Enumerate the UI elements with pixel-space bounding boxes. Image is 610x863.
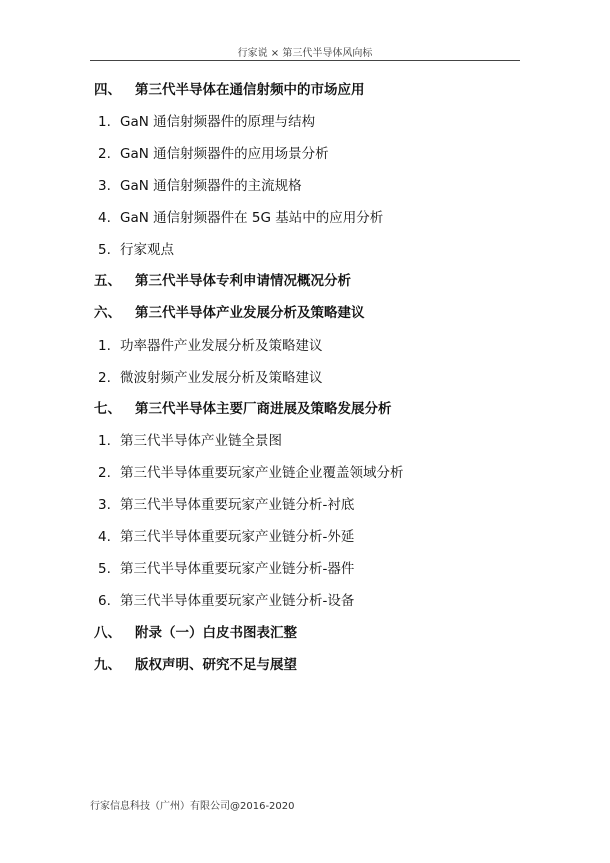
toc-item[interactable] xyxy=(98,431,282,451)
toc-number: 2. xyxy=(98,465,111,481)
toc-section-5[interactable] xyxy=(94,271,351,291)
toc-text: GaN 通信射频器件的主流规格 xyxy=(120,178,302,194)
toc-text: 第三代半导体重要玩家产业链分析-设备 xyxy=(120,593,355,609)
toc-number: 2. xyxy=(98,370,111,386)
toc-section-8[interactable] xyxy=(94,623,297,643)
toc-number: 3. xyxy=(98,497,111,513)
toc-text: GaN 通信射频器件的应用场景分析 xyxy=(120,146,329,162)
toc-item[interactable] xyxy=(98,144,329,164)
toc-section-4[interactable] xyxy=(94,80,365,100)
toc-number: 1. xyxy=(98,338,111,354)
page-footer: 行家信息科技（广州）有限公司@2016-2020 xyxy=(90,801,295,812)
toc-text: 第三代半导体主要厂商进展及策略发展分析 xyxy=(135,401,392,417)
toc-text: 第三代半导体重要玩家产业链企业覆盖领域分析 xyxy=(120,465,404,481)
toc-item[interactable] xyxy=(98,336,323,356)
toc-number: 九、 xyxy=(94,657,121,673)
toc-text: 第三代半导体产业发展分析及策略建议 xyxy=(135,305,365,321)
toc-text: 第三代半导体重要玩家产业链分析-衬底 xyxy=(120,497,355,513)
toc-text: GaN 通信射频器件在 5G 基站中的应用分析 xyxy=(120,210,384,226)
toc-item[interactable] xyxy=(98,463,404,483)
toc-section-6[interactable] xyxy=(94,303,365,323)
toc-number: 五、 xyxy=(94,273,121,289)
toc-item[interactable] xyxy=(98,112,315,132)
toc-number: 5. xyxy=(98,561,111,577)
toc-number: 4. xyxy=(98,529,111,545)
toc-text: 第三代半导体重要玩家产业链分析-外延 xyxy=(120,529,355,545)
toc-number: 1. xyxy=(98,114,111,130)
toc-number: 七、 xyxy=(94,401,121,417)
header-divider xyxy=(90,60,520,61)
toc-number: 6. xyxy=(98,593,111,609)
toc-text: 第三代半导体在通信射频中的市场应用 xyxy=(135,82,365,98)
toc-text: 微波射频产业发展分析及策略建议 xyxy=(120,370,323,386)
toc-number: 3. xyxy=(98,178,111,194)
page-header: 行家说 × 第三代半导体风向标 xyxy=(237,48,373,59)
toc-item[interactable] xyxy=(98,240,174,260)
toc-text: 第三代半导体产业链全景图 xyxy=(120,433,282,449)
toc-item[interactable] xyxy=(98,559,354,579)
toc-item[interactable] xyxy=(98,495,354,515)
toc-item[interactable] xyxy=(98,368,323,388)
toc-text: 第三代半导体专利申请情况概况分析 xyxy=(135,273,351,289)
toc-item[interactable] xyxy=(98,591,354,611)
toc-section-9[interactable] xyxy=(94,655,297,675)
toc-text: 行家观点 xyxy=(120,242,174,258)
toc-text: 附录（一）白皮书图表汇整 xyxy=(135,625,297,641)
toc-number: 四、 xyxy=(94,82,121,98)
toc-number: 1. xyxy=(98,433,111,449)
toc-item[interactable] xyxy=(98,208,383,228)
toc-number: 六、 xyxy=(94,305,121,321)
toc-text: GaN 通信射频器件的原理与结构 xyxy=(120,114,316,130)
toc-text: 功率器件产业发展分析及策略建议 xyxy=(120,338,323,354)
toc-number: 八、 xyxy=(94,625,121,641)
toc-item[interactable] xyxy=(98,176,302,196)
toc-number: 5. xyxy=(98,242,111,258)
toc-item[interactable] xyxy=(98,527,354,547)
toc-text: 第三代半导体重要玩家产业链分析-器件 xyxy=(120,561,355,577)
toc-number: 2. xyxy=(98,146,111,162)
toc-section-7[interactable] xyxy=(94,399,392,419)
toc-number: 4. xyxy=(98,210,111,226)
toc-text: 版权声明、研究不足与展望 xyxy=(135,657,297,673)
